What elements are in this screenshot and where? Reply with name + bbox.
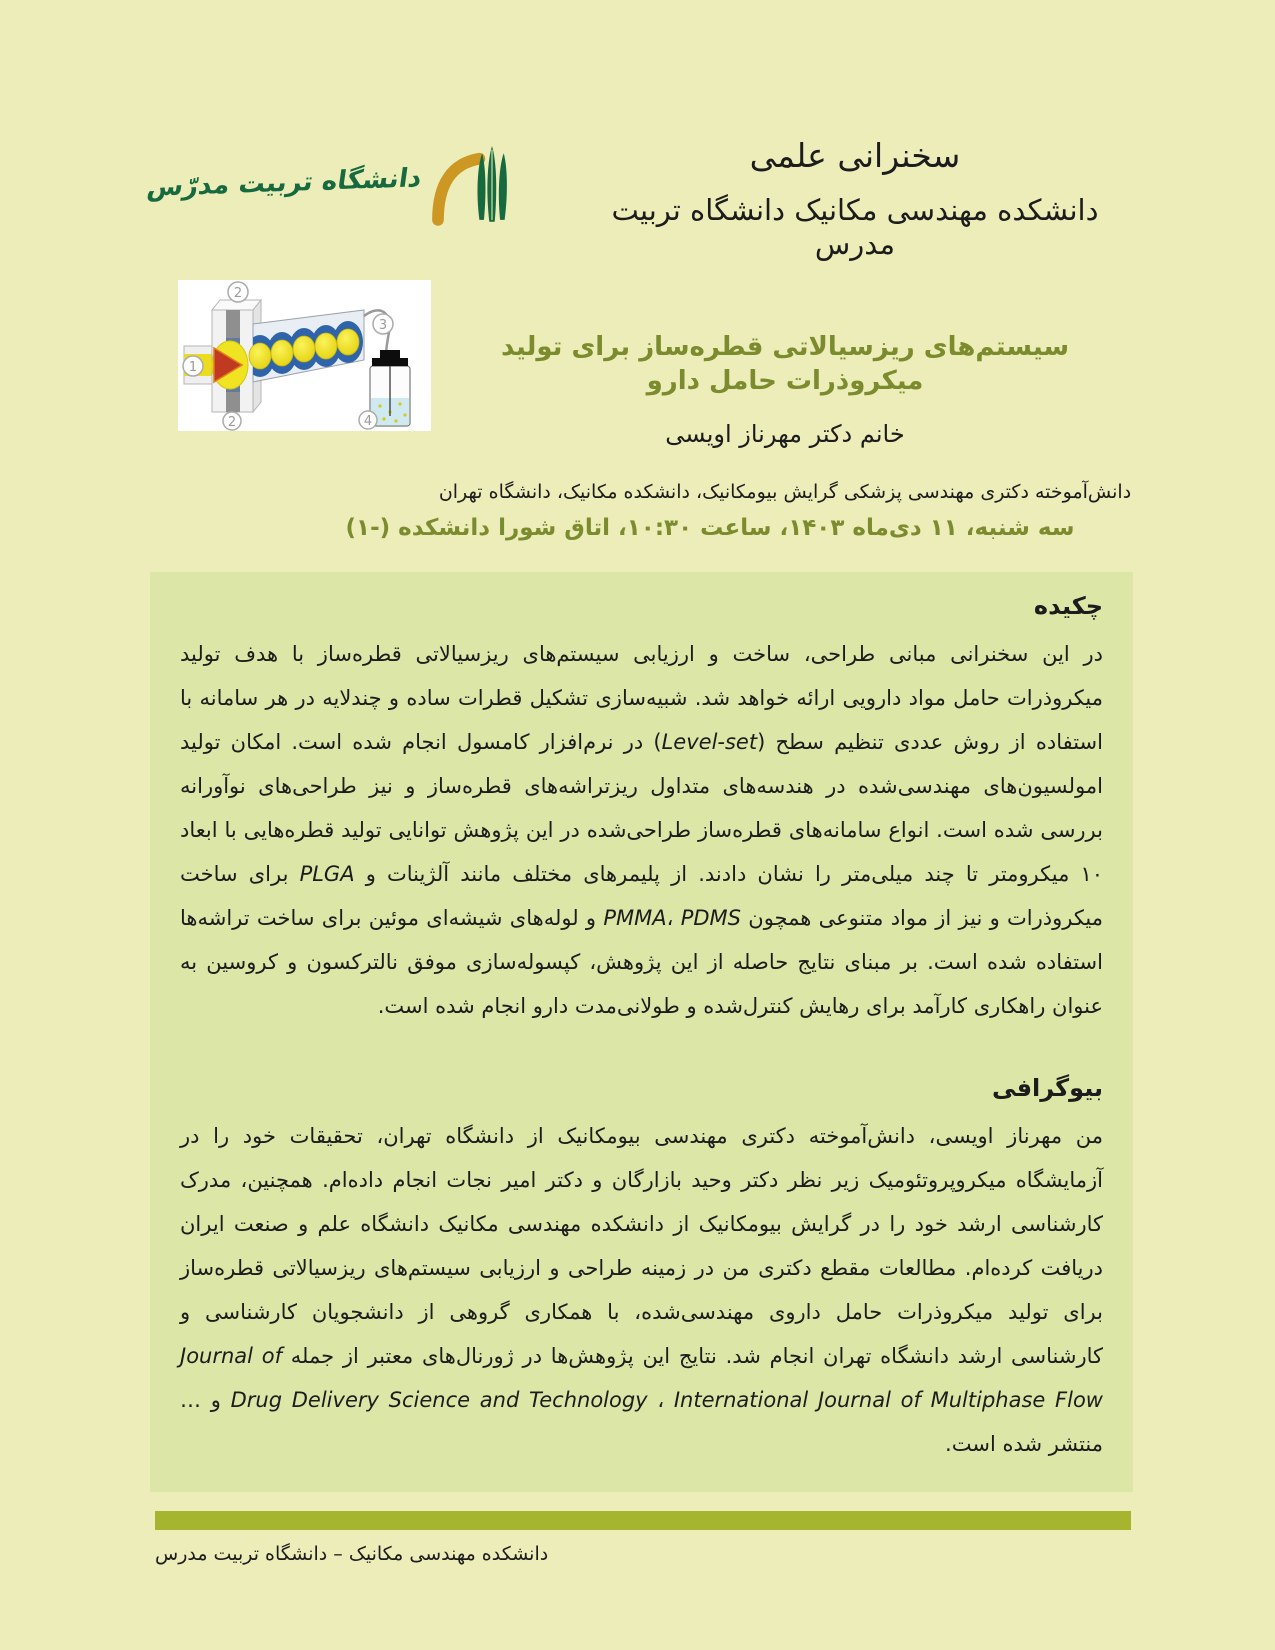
microfluidic-figure xyxy=(178,280,431,431)
speaker-name: خانم دکتر مهرناز اویسی xyxy=(665,420,905,448)
event-datetime: سه شنبه، ۱۱ دی‌ماه ۱۴۰۳، ساعت ۱۰:۳۰، اتاق شورا دانشکده (-۱) xyxy=(345,515,1075,541)
abstract-heading: چکیده xyxy=(1033,592,1103,620)
microfluidic-diagram xyxy=(178,280,431,431)
footer-text: دانشکده مهندسی مکانیک – دانشگاه تربیت مدرس xyxy=(155,1543,549,1565)
label-1: 1 xyxy=(188,360,198,375)
university-logo-icon xyxy=(429,132,519,234)
event-type-title: سخنرانی علمی xyxy=(749,136,961,175)
biography-body: من مهرناز اویسی، دانش‌آموخته دکتری مهندسی بیومکانیک از دانشگاه تهران، تحقیقات خود را در آزمایشگاه میکروپروتئومیک زیر نظر دکتر وحید بازارگان و دکتر امیر نجات انجام داده‌ام. همچنین، مدرک کارشناسی ارشد خود را در گرایش بیومکانیک از دانشکده مهندسی مکانیک دانشگاه علم و صنعت ایران دریافت کرده‌ام. مطالعات مقطع دکتری من در زمینه طراحی و ارزیابی سیستم‌های ریزسیالاتی قطره‌ساز برای تولید میکروذرات حامل داروی مهندسی‌شده، با همکاری گروهی از دانشجویان کارشناسی و کارشناسی ارشد دانشگاه تهران انجام شد. نتایج این پژوهش‌ها در ژورنال‌های معتبر از جمله Journal of Drug Delivery Science and Technology ، International Journal of Multiphase Flow و … منتشر شده است. xyxy=(180,1124,1103,1456)
abstract-body: در این سخنرانی مبانی طراحی، ساخت و ارزیابی سیستم‌های ریزسیالاتی قطره‌ساز با هدف تولید میکروذرات حامل مواد دارویی ارائه خواهد شد. شبیه‌سازی تشکیل قطرات ساده و چندلایه در هر سامانه با استفاده از روش عددی تنظیم سطح (Level-set) در نرم‌افزار کامسول انجام شده است. امکان تولید امولسیون‌های مهندسی‌شده در هندسه‌های متداول ریزتراشه‌های قطره‌ساز و نیز طراحی‌های نوآورانه بررسی شده است. انواع سامانه‌های قطره‌ساز طراحی‌شده در این پژوهش توانایی تولید قطره‌هایی با ابعاد ۱۰ میکرومتر تا چند میلی‌متر را نشان دادند. از پلیمرهای مختلف مانند آلژینات و PLGA برای ساخت میکروذرات و نیز از مواد متنوعی همچون PMMA، PDMS و لوله‌های شیشه‌ای موئین برای ساخت تراشه‌ها استفاده شده است. بر مبنای نتایج حاصله از این پژوهش، کپسوله‌سازی موفق نالترکسون و کروسین به عنوان راهکاری کارآمد برای رهایش کنترل‌شده و طولانی‌مدت دارو انجام شده است. xyxy=(180,642,1104,1018)
footer-divider-bar xyxy=(155,1511,1131,1530)
label-2-top: 2 xyxy=(233,286,243,301)
faculty-subtitle: دانشکده مهندسی مکانیک دانشگاه تربیت مدرس xyxy=(611,193,1099,261)
university-logo-script: دانشگاه تربیت مدرّس xyxy=(145,163,424,203)
content-panel xyxy=(150,572,1133,1492)
university-logo xyxy=(145,130,443,236)
speaker-affiliation: دانش‌آموخته دکتری مهندسی پزشکی گرایش بیومکانیک، دانشکده مکانیک، دانشگاه تهران xyxy=(438,481,1132,503)
header xyxy=(575,136,1135,261)
seminar-title: سیستم‌های ریزسیالاتی قطره‌ساز برای تولید میکروذرات حامل دارو xyxy=(500,332,1070,396)
label-3: 3 xyxy=(378,318,388,333)
logo-arch-shape xyxy=(438,159,479,220)
droplet-formation-junction xyxy=(212,341,248,389)
label-2-bottom: 2 xyxy=(227,415,237,430)
label-4: 4 xyxy=(363,414,373,429)
biography-heading: بیوگرافی xyxy=(992,1074,1103,1102)
logo-cypress-right xyxy=(498,153,506,220)
